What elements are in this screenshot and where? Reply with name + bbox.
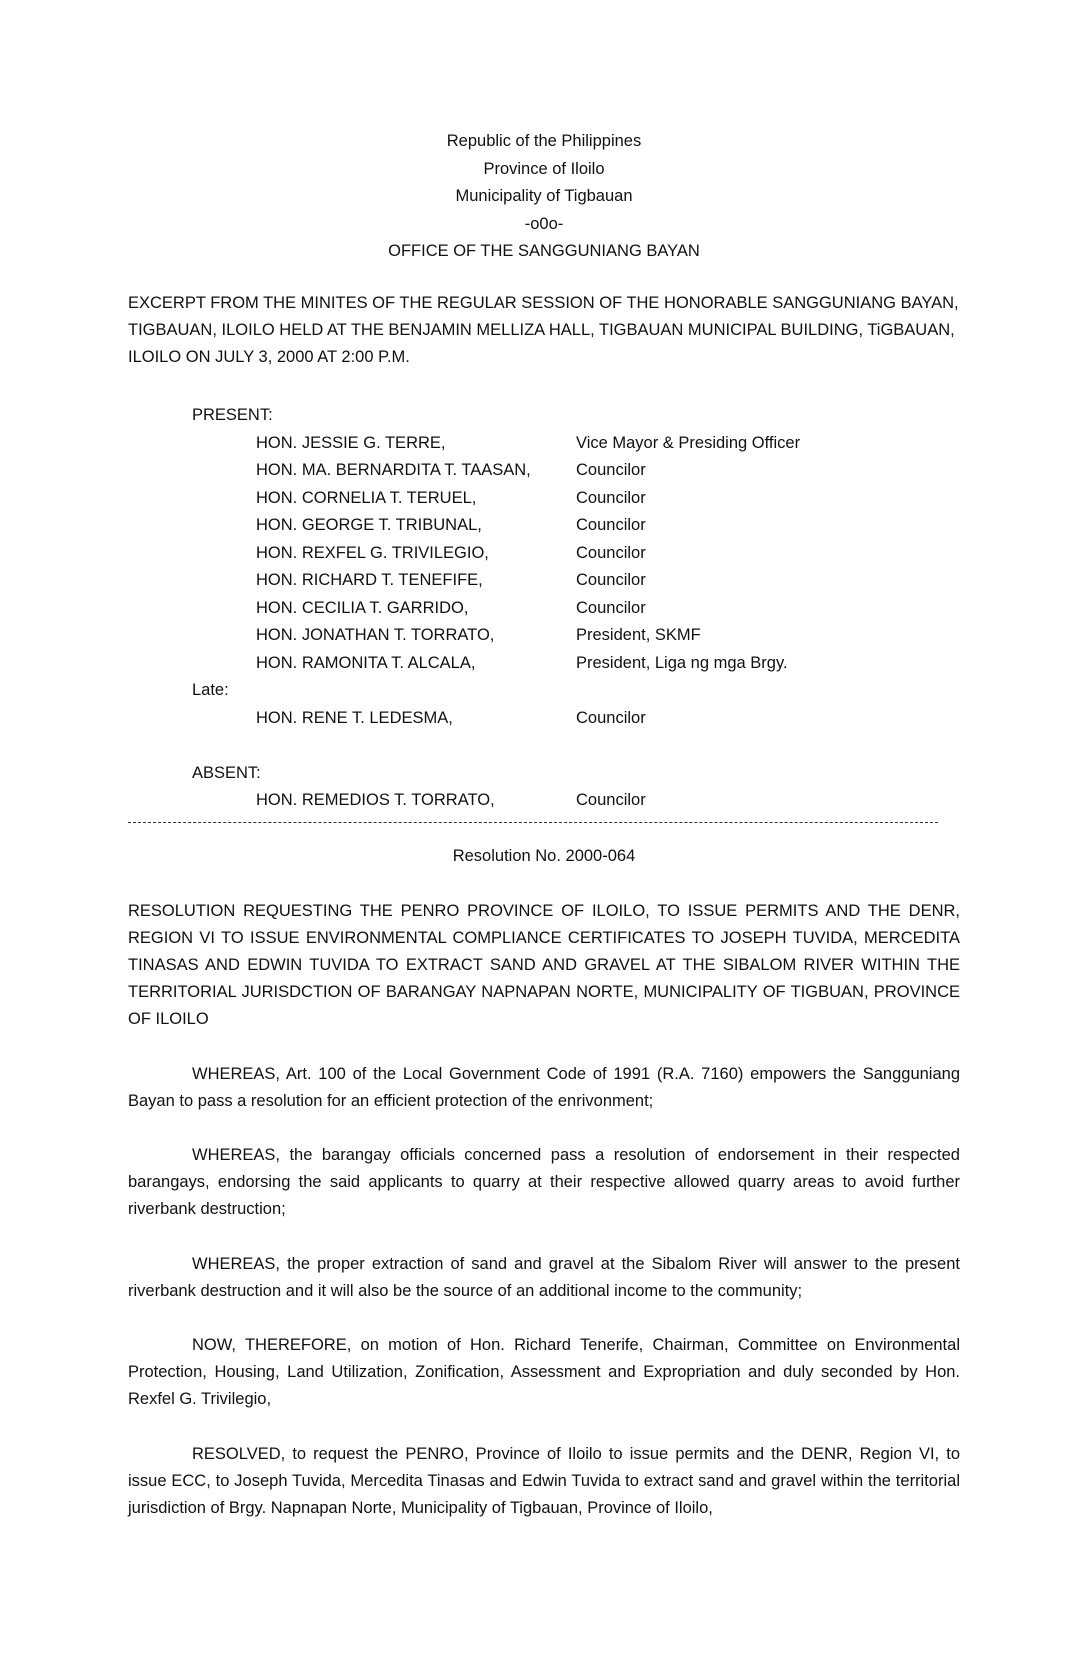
attendee-name: HON. REXFEL G. TRIVILEGIO, (256, 543, 489, 562)
letterhead-ornament: -o0o- (524, 214, 564, 233)
attendee-role: Vice Mayor & Presiding Officer (576, 433, 801, 452)
late-attendee-row (128, 705, 960, 733)
attendee-role: Councilor (576, 598, 646, 617)
resolution-number: Resolution No. 2000-064 (452, 847, 636, 865)
attendee-role: Councilor (576, 516, 646, 534)
whereas-clause-2: WHEREAS, the barangay officials concerned pass a resolution of endorsement in their respected barangays, endorsing the said applicants to quarry at their respective allowed quarry areas to avoid further riverbank destruction; (128, 1146, 960, 1218)
roster-spacer (128, 732, 960, 760)
letterhead-municipality: Municipality of Tigbauan (455, 187, 633, 205)
attendee-name: HON. RENE T. LEDESMA, (256, 708, 453, 727)
late-heading-row (128, 677, 960, 705)
resolution-body (128, 898, 960, 1549)
resolution-title: RESOLUTION REQUESTING THE PENRO PROVINCE OF ILOILO, TO ISSUE PERMITS AND THE DENR, REGION VI TO ISSUE ENVIRONMENTAL COMPLIANCE CERTIFICATES TO JOSEPH TUVIDA, MERCEDITA TINASAS AND EDWIN TUVIDA TO EXTRACT SAND AND GRAVEL AT THE SIBALOM RIVER WITHIN THE TERRITORIAL JURISDCTION OF BARANGAY NAPNAPAN NORTE, MUNICIPALITY OF TIGBUAN, PROVINCE OF ILOILO (128, 902, 960, 1028)
attendee-row (128, 540, 960, 568)
attendance-roster (128, 402, 960, 815)
attendee-role: Councilor (576, 571, 646, 589)
attendee-role: President, SKMF (576, 626, 701, 644)
attendee-role: President, Liga ng mga Brgy. (576, 653, 788, 672)
attendee-name: HON. REMEDIOS T. TORRATO, (256, 791, 495, 809)
dashed-divider (128, 822, 938, 823)
letterhead-province: Province of Iloilo (483, 159, 605, 178)
attendee-role: Councilor (576, 791, 646, 809)
attendee-name: HON. CORNELIA T. TERUEL, (256, 488, 477, 507)
present-heading-row (128, 402, 960, 430)
resolved-clause: RESOLVED, to request the PENRO, Province of Iloilo to issue permits and the DENR, Region VI, to issue ECC, to Joseph Tuvida, Mercedita Tinasas and Edwin Tuvida to extract sand and gravel within the territorial jurisdiction of Brgy. Napnapan Norte, Municipality of Tigbauan, Province of Iloilo, (128, 1444, 960, 1517)
attendee-name: HON. MA. BERNARDITA T. TAASAN, (256, 461, 531, 479)
absent-label: ABSENT: (192, 763, 261, 782)
attendee-row (128, 650, 960, 678)
minutes-excerpt: EXCERPT FROM THE MINITES OF THE REGULAR SESSION OF THE HONORABLE SANGGUNIANG BAYAN, TIGBAUAN, ILOILO HELD AT THE BENJAMIN MELLIZA HALL, TIGBAUAN MUNICIPAL BUILDING, TiGBAUAN, ILOILO ON JULY 3, 2000 AT 2:00 P.M. (128, 294, 959, 366)
attendee-row (128, 457, 960, 485)
attendee-row (128, 595, 960, 623)
whereas-clause-3: WHEREAS, the proper extraction of sand and gravel at the Sibalom River will answer to the present riverbank destruction and it will also be the source of an additional income to the community; (128, 1254, 960, 1300)
letterhead-office: OFFICE OF THE SANGGUNIANG BAYAN (388, 242, 700, 260)
attendee-row (128, 567, 960, 595)
letterhead (0, 128, 1088, 266)
attendee-role: Councilor (576, 461, 646, 479)
attendee-row (128, 430, 960, 458)
attendee-row (128, 512, 960, 540)
letterhead-republic: Republic of the Philippines (446, 132, 642, 150)
attendee-role: Councilor (576, 488, 646, 507)
attendee-row (128, 485, 960, 513)
attendee-name: HON. JONATHAN T. TORRATO, (256, 626, 495, 644)
attendee-name: HON. RICHARD T. TENEFIFE, (256, 571, 483, 589)
present-label: PRESENT: (192, 406, 273, 424)
attendee-role: Councilor (576, 543, 646, 562)
attendee-name: HON. RAMONITA T. ALCALA, (256, 653, 476, 672)
absent-attendee-row (128, 787, 960, 815)
attendee-name: HON. GEORGE T. TRIBUNAL, (256, 516, 482, 534)
attendee-name: HON. CECILIA T. GARRIDO, (256, 598, 469, 617)
attendee-role: Councilor (576, 708, 646, 727)
attendee-row (128, 622, 960, 650)
attendee-name: HON. JESSIE G. TERRE, (256, 433, 446, 452)
absent-heading-row (128, 760, 960, 788)
late-label: Late: (192, 681, 229, 699)
whereas-clause-1: WHEREAS, Art. 100 of the Local Government Code of 1991 (R.A. 7160) empowers the Sangguniang Bayan to pass a resolution for an efficient protection of the enrivonment; (128, 1064, 960, 1110)
now-therefore-clause: NOW, THEREFORE, on motion of Hon. Richard Tenerife, Chairman, Committee on Environmental Protection, Housing, Land Utilization, Zonification, Assessment and Expropriation and duly seconded by Hon. Rexfel G. Trivilegio, (128, 1336, 960, 1408)
